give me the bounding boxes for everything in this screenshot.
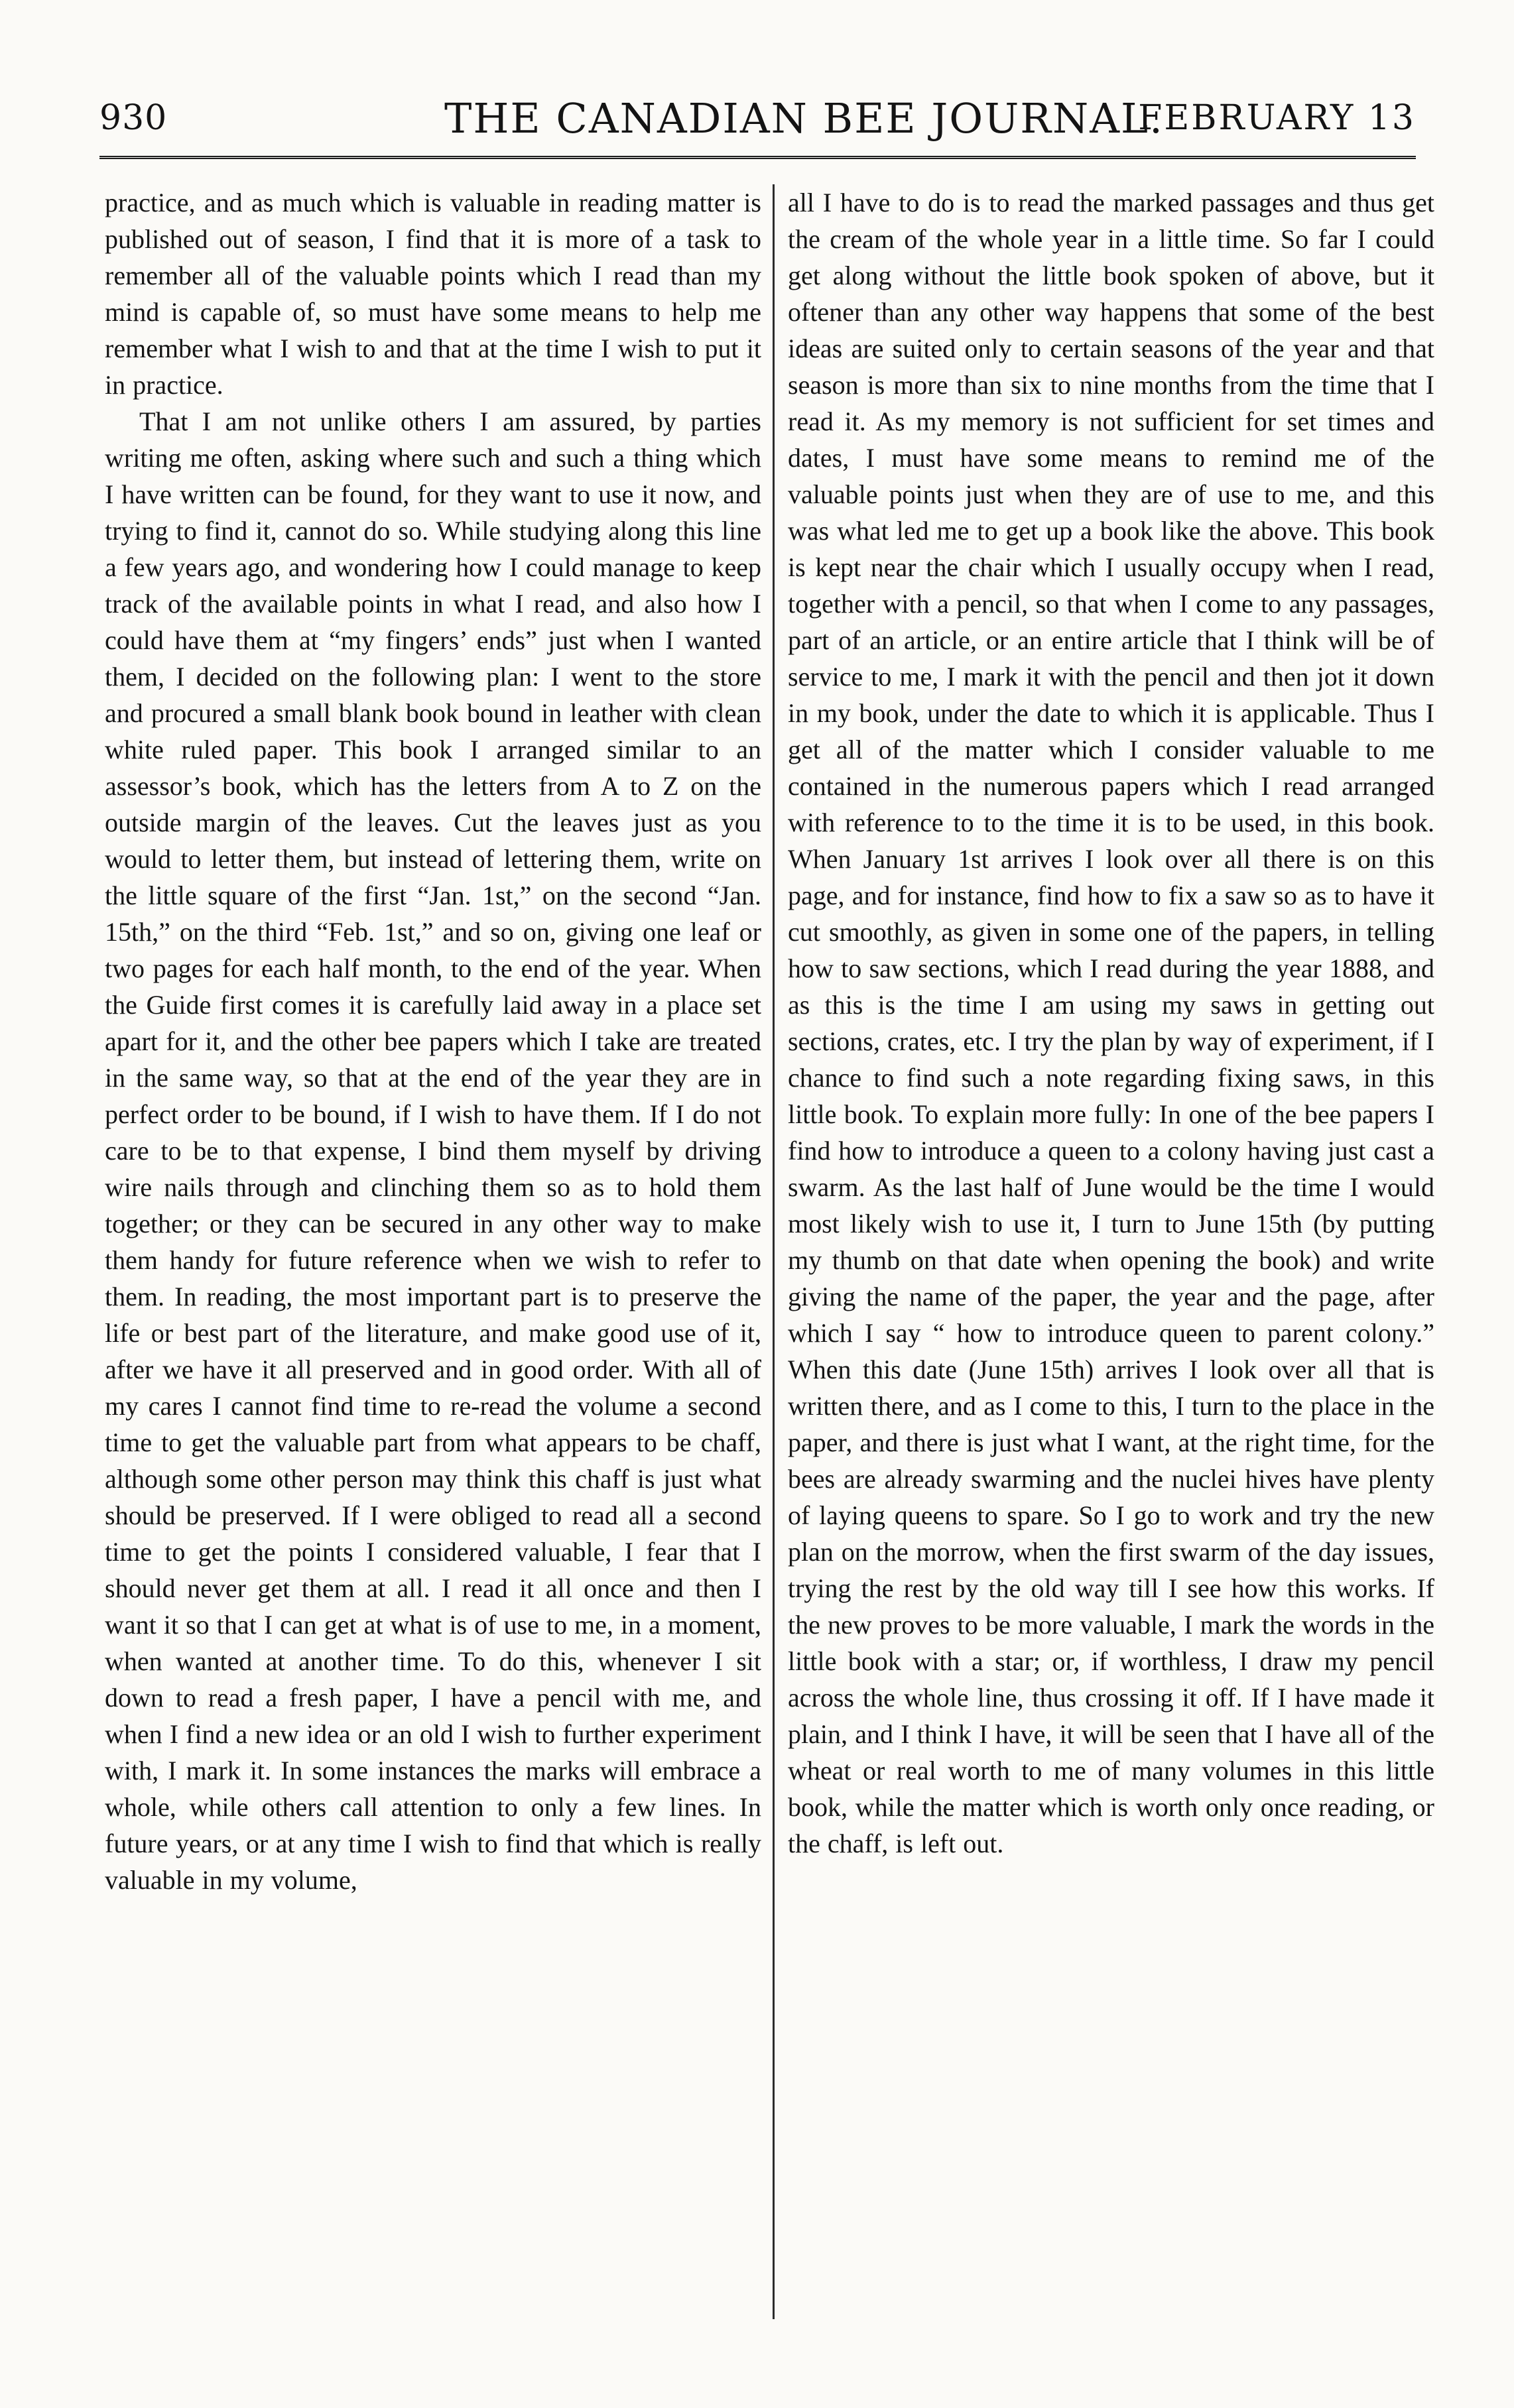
issue-date: FEBRUARY 13: [1138, 98, 1416, 138]
column-divider: [773, 184, 775, 2319]
page-number: 930: [99, 98, 168, 138]
running-header: [99, 66, 1416, 166]
paragraph-continuation: all I have to do is to read the marked passages and thus get the cream of the whole year in a little time. So far I could get along without the little book spoken of above, but it oftener than any other way happens that some of the best ideas are suited only to certain seasons of the year and that season is more than six to nine months from the time that I read it. As my memory is not sufficient for set times and dates, I must have some means to remind me of the valuable points just when they are of use to me, and this was what led me to get up a book like the above. This book is kept near the chair which I usually occupy when I read, together with a pencil, so that when I come to any passages, part of an article, or an entire article that I think will be of service to me, I mark it with the pencil and then jot it down in my book, under the date to which it is applicable. Thus I get all of the matter which I consider valuable to me contained in the numerous papers which I read arranged with reference to to the time it is to be used, in this book. When January 1st arrives I look over all there is on this page, and for instance, find how to fix a saw so as to have it cut smoothly, as given in some one of the papers, in telling how to saw sections, which I read during the year 1888, and as this is the time I am using my saws in getting out sections, crates, etc. I try the plan by way of experiment, if I chance to find such a note regarding fixing saws, in this little book. To explain more fully: In one of the bee papers I find how to introduce a queen to a colony having just cast a swarm. As the last half of June would be the time I would most likely wish to use it, I turn to June 15th (by putting my thumb on that date when opening the book) and write giving the name of the paper, the year and the page, after which I say “ how to introduce queen to parent colony.” When this date (June 15th) arrives I look over all that is written there, and as I come to this, I turn to the place in the paper, and there is just what I want, at the right time, for the bees are already swarming and the nuclei hives have plenty of laying queens to spare. So I go to work and try the new plan on the morrow, when the first swarm of the day issues, trying the rest by the old way till I see how this works. If the new proves to be more valuable, I mark the words in the little book with a star; or, if worthless, I draw my pencil across the whole line, thus crossing it off. If I have made it plain, and I think I have, it will be seen that I have all of the wheat or real worth to me of many volumes in this little book, while the matter which is worth only once reading, or the chaff, is left out.: [788, 188, 1434, 1858]
right-column: [788, 184, 1434, 2319]
header-rule: [99, 156, 1416, 159]
paragraph-continuation: practice, and as much which is valuable in reading matter is published out of season, I find that it is more of a task to remember all of the valuable points which I read than my mind is capable of, so must have some means to help me remember what I wish to and that at the time I wish to put it in practice.: [105, 188, 761, 400]
left-column: [105, 184, 761, 2319]
paragraph: That I am not unlike others I am assured, by parties writing me often, asking where such and such a thing which I have written can be found, for they want to use it now, and trying to find it, cannot do so. While studying along this line a few years ago, and wondering how I could manage to keep track of the available points in what I read, and also how I could have them at “my fingers’ ends” just when I wanted them, I decided on the following plan: I went to the store and procured a small blank book bound in leather with clean white ruled paper. This book I arranged similar to an assessor’s book, which has the letters from A to Z on the outside margin of the leaves. Cut the leaves just as you would to letter them, but instead of lettering them, write on the little square of the first “Jan. 1st,” on the second “Jan. 15th,” on the third “Feb. 1st,” and so on, giving one leaf or two pages for each half month, to the end of the year. When the Guide first comes it is carefully laid away in a place set apart for it, and the other bee papers which I take are treated in the same way, so that at the end of the year they are in perfect order to be bound, if I wish to have them. If I do not care to be to that expense, I bind them myself by driving wire nails through and clinching them so as to hold them together; or they can be secured in any other way to make them handy for future reference when we wish to refer to them. In reading, the most important part is to preserve the life or best part of the literature, and make good use of it, after we have it all preserved and in good order. With all of my cares I cannot find time to re-read the volume a second time to get the valuable part from what appears to be chaff, although some other person may think this chaff is just what should be preserved. If I were obliged to read all a second time to get the points I considered valuable, I fear that I should never get them at all. I read it all once and then I want it so that I can get at what is of use to me, in a moment, when wanted at another time. To do this, whenever I sit down to read a fresh paper, I have a pencil with me, and when I find a new idea or an old I wish to further experiment with, I mark it. In some instances the marks will embrace a whole, while others call attention to only a few lines. In future years, or at any time I wish to find that which is really valuable in my volume,: [105, 406, 761, 1895]
journal-title: THE CANADIAN BEE JOURNAL.: [444, 94, 1164, 143]
